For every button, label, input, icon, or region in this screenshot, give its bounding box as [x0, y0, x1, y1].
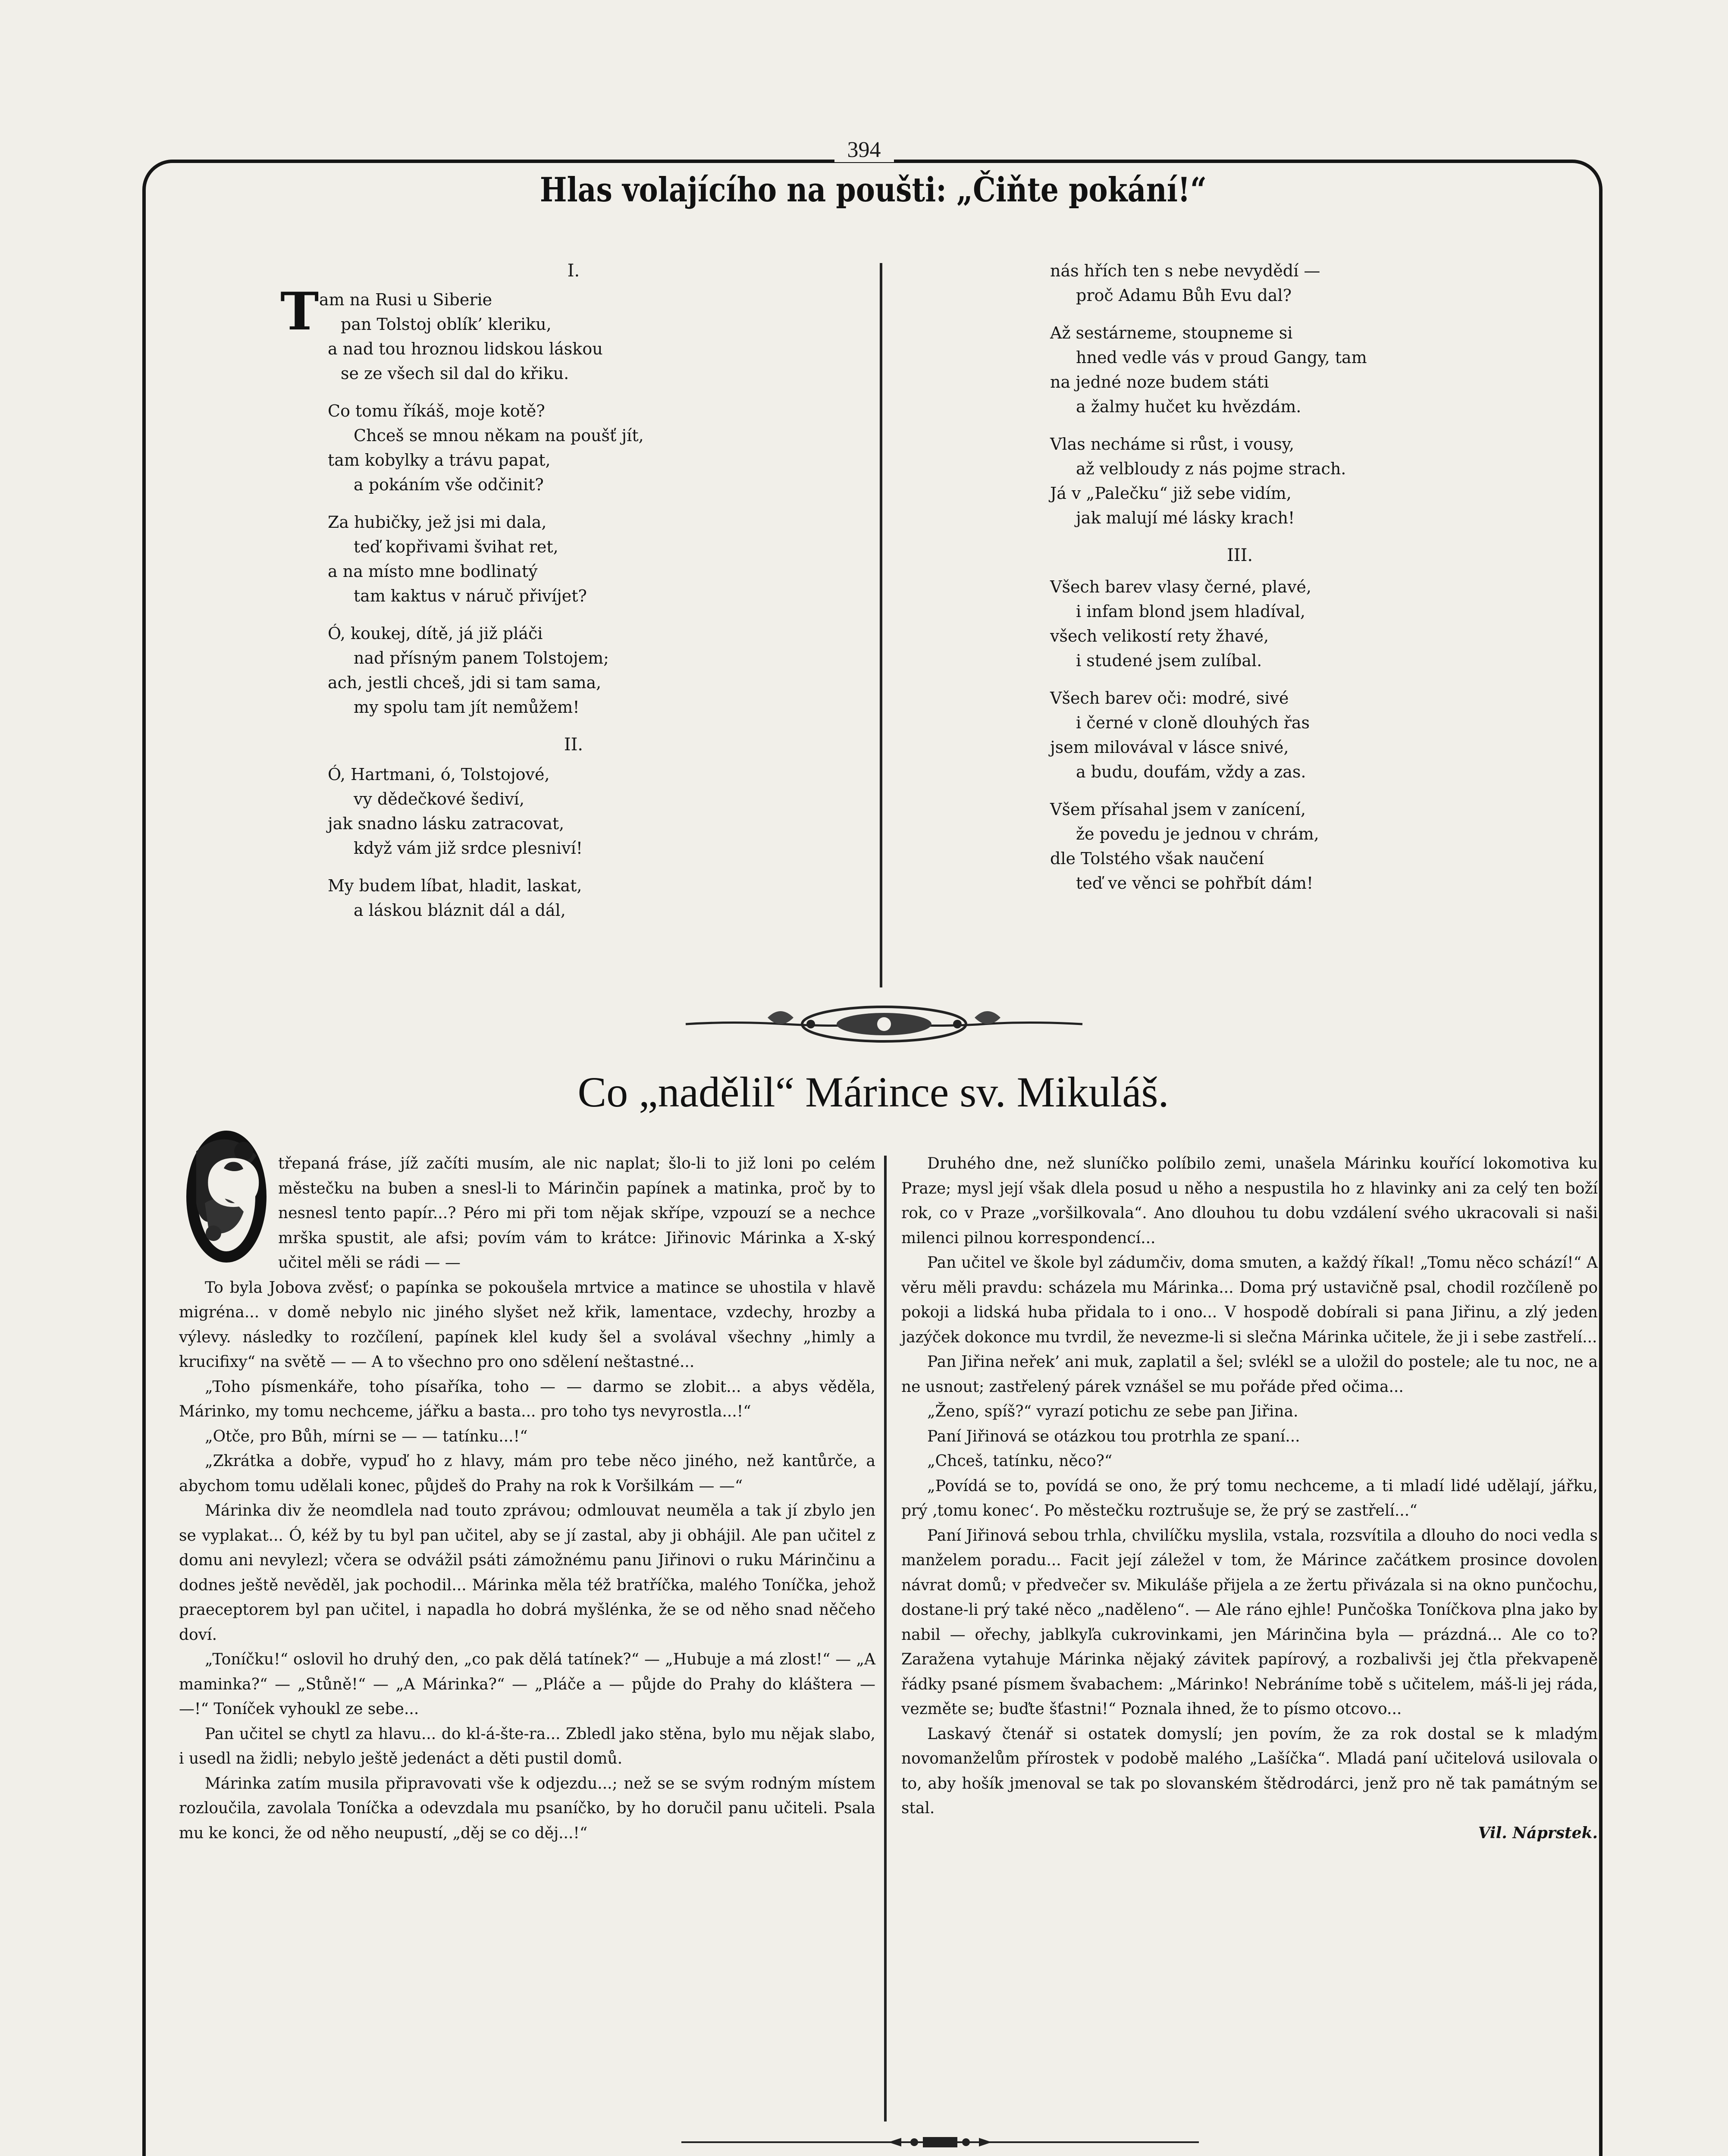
story-paragraph: Paní Jiřinová se otázkou tou protrhla ze spaní...: [927, 1427, 1300, 1445]
story-paragraph: třepaná fráse, jíž začíti musím, ale nic naplat; šlo-li to již loni po celém městečku na buben a snesl-li to Márinčin papínek a matinka, proč by to nesnesl tento papír...? Péro mi při tom nějak skřípe, vzpouzí se a nechce mrška spustit, ale afsi; povím vám to krátce: Jiřinovic Márinka a X-ský učitel měli se rádi — —: [278, 1155, 875, 1272]
poem-part-3: III.: [1227, 545, 1253, 565]
story-paragraph: „Povídá se to, povídá se ono, že prý tomu nechceme, a ti mladí lidé udělají, jářku, prý ‚tomu konec‘. Po městečku roztrušuje se, že prý se zastřelí...“: [901, 1477, 1598, 1520]
poem-line: jak malují mé lásky krach!: [1076, 508, 1295, 527]
story-paragraph: To byla Jobova zvěsť; o papínka se pokoušela mrtvice a matince se uhostila v hlavě migréna... v domě nebylo nic jiného slyšet než křik, lamentace, vzdechy, hrozby a výlevy. následky to rozčílení, papínek klel kudy šel a svolával všechny „himly a krucifixy“ na světě — — A to všechno pro ono sdělení neštastné...: [179, 1279, 875, 1371]
poem-line: i studené jsem zulíbal.: [1076, 651, 1262, 670]
poem-line: am na Rusi u Siberie: [319, 290, 492, 309]
poem-stanza: [1050, 575, 1568, 673]
poem-stanza: [285, 762, 862, 861]
poem-line: jsem milovával v lásce snivé,: [1050, 738, 1289, 757]
poem-line: Za hubičky, jež jsi mi dala,: [328, 513, 547, 532]
story-paragraph: Márinka div že neomdlela nad touto zprávou; odmlouvat neuměla a tak jí zbylo jen se vyplakat... Ó, kéž by tu byl pan učitel, aby se jí zastal, aby ji obhájil. Ale pan učitel z domu ani nevylezl; včera se odvážil psáti zámožnému panu Jiřinovi o ruku Márinčinu a dodnes ještě nevěděl, jak pochodil... Márinka měla též bratříčka, malého Toníčka, jehož praeceptorem byl pan učitel, i napadla ho dobrá myšlénka, že se od něho snad něčeho doví.: [179, 1502, 875, 1644]
poem-line: a pokáním vše odčinit?: [354, 475, 544, 494]
story-left-column: [179, 1146, 875, 1846]
poem-line: Až sestárneme, stoupneme si: [1050, 323, 1293, 342]
poem-line: Co tomu říkáš, moje kotě?: [328, 401, 545, 420]
poem-line: hned vedle vás v proud Gangy, tam: [1076, 348, 1367, 367]
poem-line: a nad tou hroznou lidskou láskou: [328, 339, 603, 358]
page-number: 394: [0, 137, 1728, 163]
poem-line: ach, jestli chceš, jdi si tam sama,: [328, 673, 602, 692]
poem-line: a láskou bláznit dál a dál,: [354, 901, 566, 920]
poem-stanza: [285, 621, 862, 720]
story-column-divider: [884, 1156, 887, 2122]
poem-stanza: [285, 874, 862, 923]
poem-stanza: [285, 510, 862, 608]
poem-line: jak snadno lásku zatracovat,: [328, 814, 565, 833]
poem-line: i infam blond jsem hladíval,: [1076, 602, 1305, 621]
poem-line: Všech barev oči: modré, sivé: [1050, 689, 1289, 708]
poem-part-1: I.: [567, 261, 580, 281]
story-paragraph: Pan Jiřina neřek’ ani muk, zaplatil a šel; svlékl se a uložil do postele; ale tu noc, ne a ne usnout; zastřelený párek vznášel se mu pořáde před očima...: [901, 1353, 1598, 1396]
story-paragraph: Pan učitel ve škole byl zádumčiv, doma smuten, a každý říkal! „Tomu něco schází!“ A věru měli pravdu: scházela mu Márinka... Doma prý ustavičně psal, chodil rozčíleně po pokoji a lidská huba přidala to i ono... V hospodě dobírali si pana Jiřinu, a zlý jeden jazýček dokonce mu tvrdil, že nevezme-li si slečna Márinka učitele, že ji i sebe zastřelí...: [901, 1254, 1598, 1346]
poem-line: teď ve věnci se pohřbít dám!: [1076, 874, 1314, 893]
poem-part-2: II.: [564, 735, 583, 755]
poem-line: a budu, doufám, vždy a zas.: [1076, 762, 1306, 781]
poem-stanza: [1050, 686, 1568, 784]
poem-line: když vám již srdce plesniví!: [354, 839, 583, 858]
poem-line: Všem přísahal jsem v zanícení,: [1050, 800, 1306, 819]
story-right-column: [901, 1151, 1598, 1846]
poem-line: se ze všech sil dal do křiku.: [341, 364, 569, 383]
poem-line: nás hřích ten s nebe nevydědí —: [1050, 261, 1320, 280]
poem-column-divider: [880, 263, 882, 987]
poem-line: všech velikostí rety žhavé,: [1050, 627, 1269, 646]
poem-line: proč Adamu Bůh Evu dal?: [1076, 286, 1292, 305]
poem-line: Chceš se mnou někam na poušť jít,: [354, 426, 644, 445]
poem-line: Já v „Palečku“ již sebe vidím,: [1050, 484, 1292, 503]
story-paragraph: Druhého dne, než sluníčko políbilo zemi, unašela Márinku kouřící lokomotiva ku Praze; mysl její však dlela posud u něho a nespustila ho z hlavinky ani za celý ten boží rok, co v Praze „voršilkovala“. Ano dlouhou tu dobu vzdálení svého ukracovali si naši milenci pilnou korrespondencí...: [901, 1155, 1598, 1247]
poem-line: až velbloudy z nás pojme strach.: [1076, 459, 1346, 478]
story-signature: Vil. Náprstek.: [1478, 1824, 1598, 1842]
poem-line: nad přísným panem Tolstojem;: [354, 649, 609, 667]
poem-line: vy dědečkové šediví,: [354, 790, 525, 808]
poem-dropcap: T: [280, 281, 319, 342]
poem-line: my spolu tam jít nemůžem!: [354, 698, 580, 717]
story-title: Co „nadělil“ Márince sv. Mikuláš.: [577, 1068, 1169, 1116]
poem-line: tam kaktus v náruč přivíjet?: [354, 586, 587, 605]
story-dropcap-letter: O: [205, 1146, 262, 1222]
story-paragraph: Paní Jiřinová sebou trhla, chvilíčku myslila, vstala, rozsvítila a dlouho do noci vedla s manželem poradu... Facit její záležel v tom, že Márince začátkem prosince dovolen návrat domů; v předvečer sv. Mikuláše přijela a ze žertu přivázala si na okno punčochu, dostane-li prý také něco „naděleno“. — Ale ráno ejhle! Punčoška Toníčkova plna jako by nabil — ořechy, jablkyľa cukrovinkami, jen Márinčina byla — prázdná... Ale co to? Zaražena vytahuje Márinka nějaký závitek papírový, a rozbalivši jej čtla překvapeně řádky psané písmem švabachem: „Márinko! Nebráníme tobě s učitelem, máš-li jej ráda, vezměte se; buďte šťastni!“ Poznala ihned, že to písmo otcovo...: [901, 1526, 1598, 1718]
poem-title: Hlas volajícího na poušti: „Čiňte pokání!“: [539, 170, 1207, 210]
poem-stanza: [1050, 432, 1568, 530]
story-paragraph: „Toníčku!“ oslovil ho druhý den, „co pak dělá tatínek?“ — „Hubuje a má zlost!“ — „A maminka?“ — „Stůně!“ — „A Márinka?“ — „Pláče a — půjde do Prahy do kláštera — —!“ Toníček vyhoukl ze sebe...: [179, 1651, 875, 1718]
poem-stanza: [285, 399, 862, 497]
end-ornament: [681, 2134, 1199, 2151]
poem-line: Ó, Hartmani, ó, Tolstojové,: [328, 765, 550, 784]
poem-line: dle Tolstého však naučení: [1050, 849, 1264, 868]
poem-right-column: [1050, 259, 1568, 909]
story-paragraph: Laskavý čtenář si ostatek domyslí; jen povím, že za rok dostal se k mladým novomanželům přírostek v podobě malého „Lašíčka“. Mladá paní učitelová usilovala o to, aby hošík jmenoval se tak po slovanském štědrodárci, jenž pro ně tak památným se stal.: [901, 1725, 1598, 1817]
story-paragraph: „Zkrátka a dobře, vypuď ho z hlavy, mám pro tebe něco jiného, než kantůrče, a abychom tomu udělali konec, půjdeš do Prahy na rok k Voršilkám — —“: [179, 1452, 875, 1495]
poem-stanza: [1050, 321, 1568, 419]
story-paragraph: „Ženo, spíš?“ vyrazí potichu ze sebe pan Jiřina.: [927, 1403, 1298, 1420]
story-paragraph: Márinka zatím musila připravovati vše k odjezdu...; než se se svým rodným místem rozloučila, zavolala Toníčka a odevzdala mu psaníčko, by ho doručil panu učiteli. Psala mu ke konci, že od něho neupustí, „děj se co děj...!“: [179, 1774, 875, 1842]
poem-line: a na místo mne bodlinatý: [328, 562, 538, 581]
story-paragraph: Pan učitel se chytl za hlavu... do kl-á-šte-ra... Zbledl jako stěna, bylo mu nějak slabo, i usedl na židli; nebylo ještě jedenáct a děti pustil domů.: [179, 1725, 875, 1767]
poem-stanza: [1050, 259, 1568, 308]
poem-stanza: [1050, 797, 1568, 896]
poem-stanza: [280, 281, 862, 386]
poem-line: pan Tolstoj oblík’ kleriku,: [341, 315, 552, 334]
poem-line: Ó, koukej, dítě, já již pláči: [328, 624, 543, 643]
story-paragraph: „Toho písmenkáře, toho písaříka, toho — — darmo se zlobit... a abys věděla, Márinko, my tomu nechceme, jářku a basta... pro toho tys nevyrostla...!“: [179, 1378, 875, 1420]
story-paragraph: „Chceš, tatínku, něco?“: [927, 1452, 1113, 1470]
poem-line: i černé v cloně dlouhých řas: [1076, 713, 1310, 732]
story-paragraph: „Otče, pro Bůh, mírni se — — tatínku...!“: [205, 1427, 528, 1445]
poem-line: teď kopřivami švihat ret,: [354, 537, 558, 556]
ornament-divider: [681, 1000, 1087, 1048]
poem-line: a žalmy hučet ku hvězdám.: [1076, 397, 1301, 416]
poem-line: My budem líbat, hladit, laskat,: [328, 876, 582, 895]
poem-line: Vlas necháme si růst, i vousy,: [1050, 435, 1295, 454]
poem-line: Všech barev vlasy černé, plavé,: [1050, 577, 1311, 596]
poem-line: že povedu je jednou v chrám,: [1076, 824, 1319, 843]
poem-line: na jedné noze budem státi: [1050, 373, 1269, 392]
poem-line: tam kobylky a trávu papat,: [328, 451, 551, 470]
poem-left-column: [280, 259, 862, 936]
